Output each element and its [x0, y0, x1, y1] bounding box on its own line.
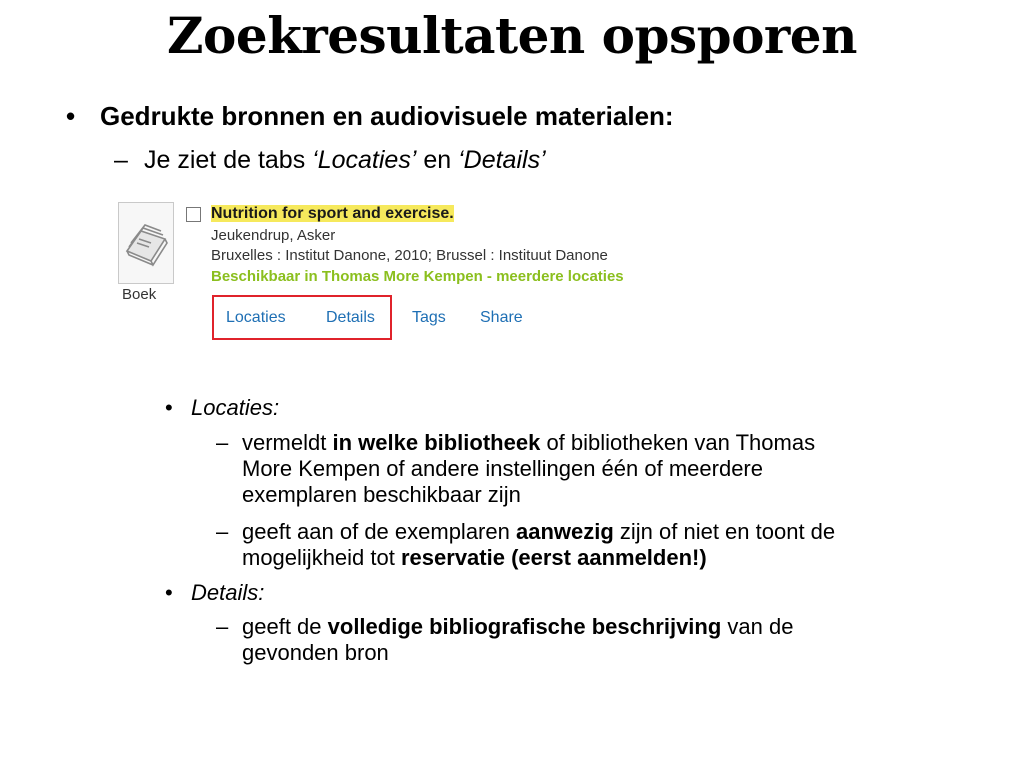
record-title[interactable]: [211, 205, 454, 223]
bold-text: reservatie (eerst aanmelden!): [400, 545, 707, 570]
text: van de: [721, 614, 794, 639]
bullet-details: [165, 580, 264, 606]
tab-locaties[interactable]: Locaties: [226, 309, 286, 326]
locaties-item-2: [216, 519, 836, 571]
bullet-locaties: [165, 395, 279, 421]
sub-bullet-tab2: ‘Details’: [458, 146, 546, 174]
text: zijn of niet en toont de: [613, 519, 836, 544]
dash: –: [216, 430, 229, 455]
text: geeft de: [242, 614, 328, 639]
details-item-1-line2: gevonden bron: [242, 640, 389, 665]
slide-title: Zoekresultaten opsporen: [167, 6, 857, 65]
locaties-item-2-line2: [242, 545, 835, 571]
record-publisher: Bruxelles : Institut Danone, 2010; Brussel : Instituut Danone: [211, 247, 608, 264]
bold-text: in welke bibliotheek: [332, 430, 541, 455]
book-icon: [118, 202, 174, 284]
bullet-dot: •: [165, 580, 173, 605]
format-label: Boek: [122, 286, 157, 303]
sub-bullet-mid: en: [416, 146, 459, 174]
record-title-text[interactable]: Nutrition for sport and exercise.: [211, 205, 454, 222]
details-item-1: [216, 614, 794, 666]
tab-share[interactable]: Share: [480, 309, 523, 326]
text: mogelijkheid tot: [242, 545, 401, 570]
catalog-record-snippet: [114, 196, 734, 346]
locaties-item-1-line2: More Kempen of andere instellingen één of meerdere: [242, 456, 763, 481]
tab-tags[interactable]: Tags: [412, 309, 446, 326]
bullet-printed-sources: [66, 98, 674, 134]
locaties-item-1-line1: [242, 430, 815, 456]
bullet-printed-sources-text: Gedrukte bronnen en audiovisuele materialen:: [100, 101, 674, 131]
record-availability[interactable]: Beschikbaar in Thomas More Kempen - meerdere locaties: [211, 268, 624, 285]
text: of bibliotheken van Thomas: [540, 430, 816, 455]
text: geeft aan of de exemplaren: [242, 519, 516, 544]
locaties-item-2-line1: [242, 519, 835, 545]
bold-text: volledige bibliografische beschrijving: [327, 614, 722, 639]
text: vermeldt: [242, 430, 333, 455]
bullet-details-heading: Details:: [191, 580, 265, 605]
sub-bullet-tabs: [114, 143, 546, 177]
dash: –: [114, 146, 128, 174]
locaties-item-1-line3: exemplaren beschikbaar zijn: [242, 482, 521, 507]
record-author: Jeukendrup, Asker: [211, 227, 336, 244]
tab-details[interactable]: Details: [326, 309, 375, 326]
sub-bullet-tab1: ‘Locaties’: [312, 146, 417, 174]
sub-bullet-pre: Je ziet de tabs: [144, 146, 313, 174]
bullet-dot: •: [66, 101, 76, 131]
dash: –: [216, 519, 229, 544]
bold-text: aanwezig: [515, 519, 614, 544]
bullet-locaties-heading: Locaties:: [191, 395, 280, 420]
dash: –: [216, 614, 229, 639]
select-record-checkbox[interactable]: [186, 207, 201, 222]
bullet-dot: •: [165, 395, 173, 420]
locaties-item-1: [216, 430, 816, 508]
details-item-1-line1: [242, 614, 793, 640]
